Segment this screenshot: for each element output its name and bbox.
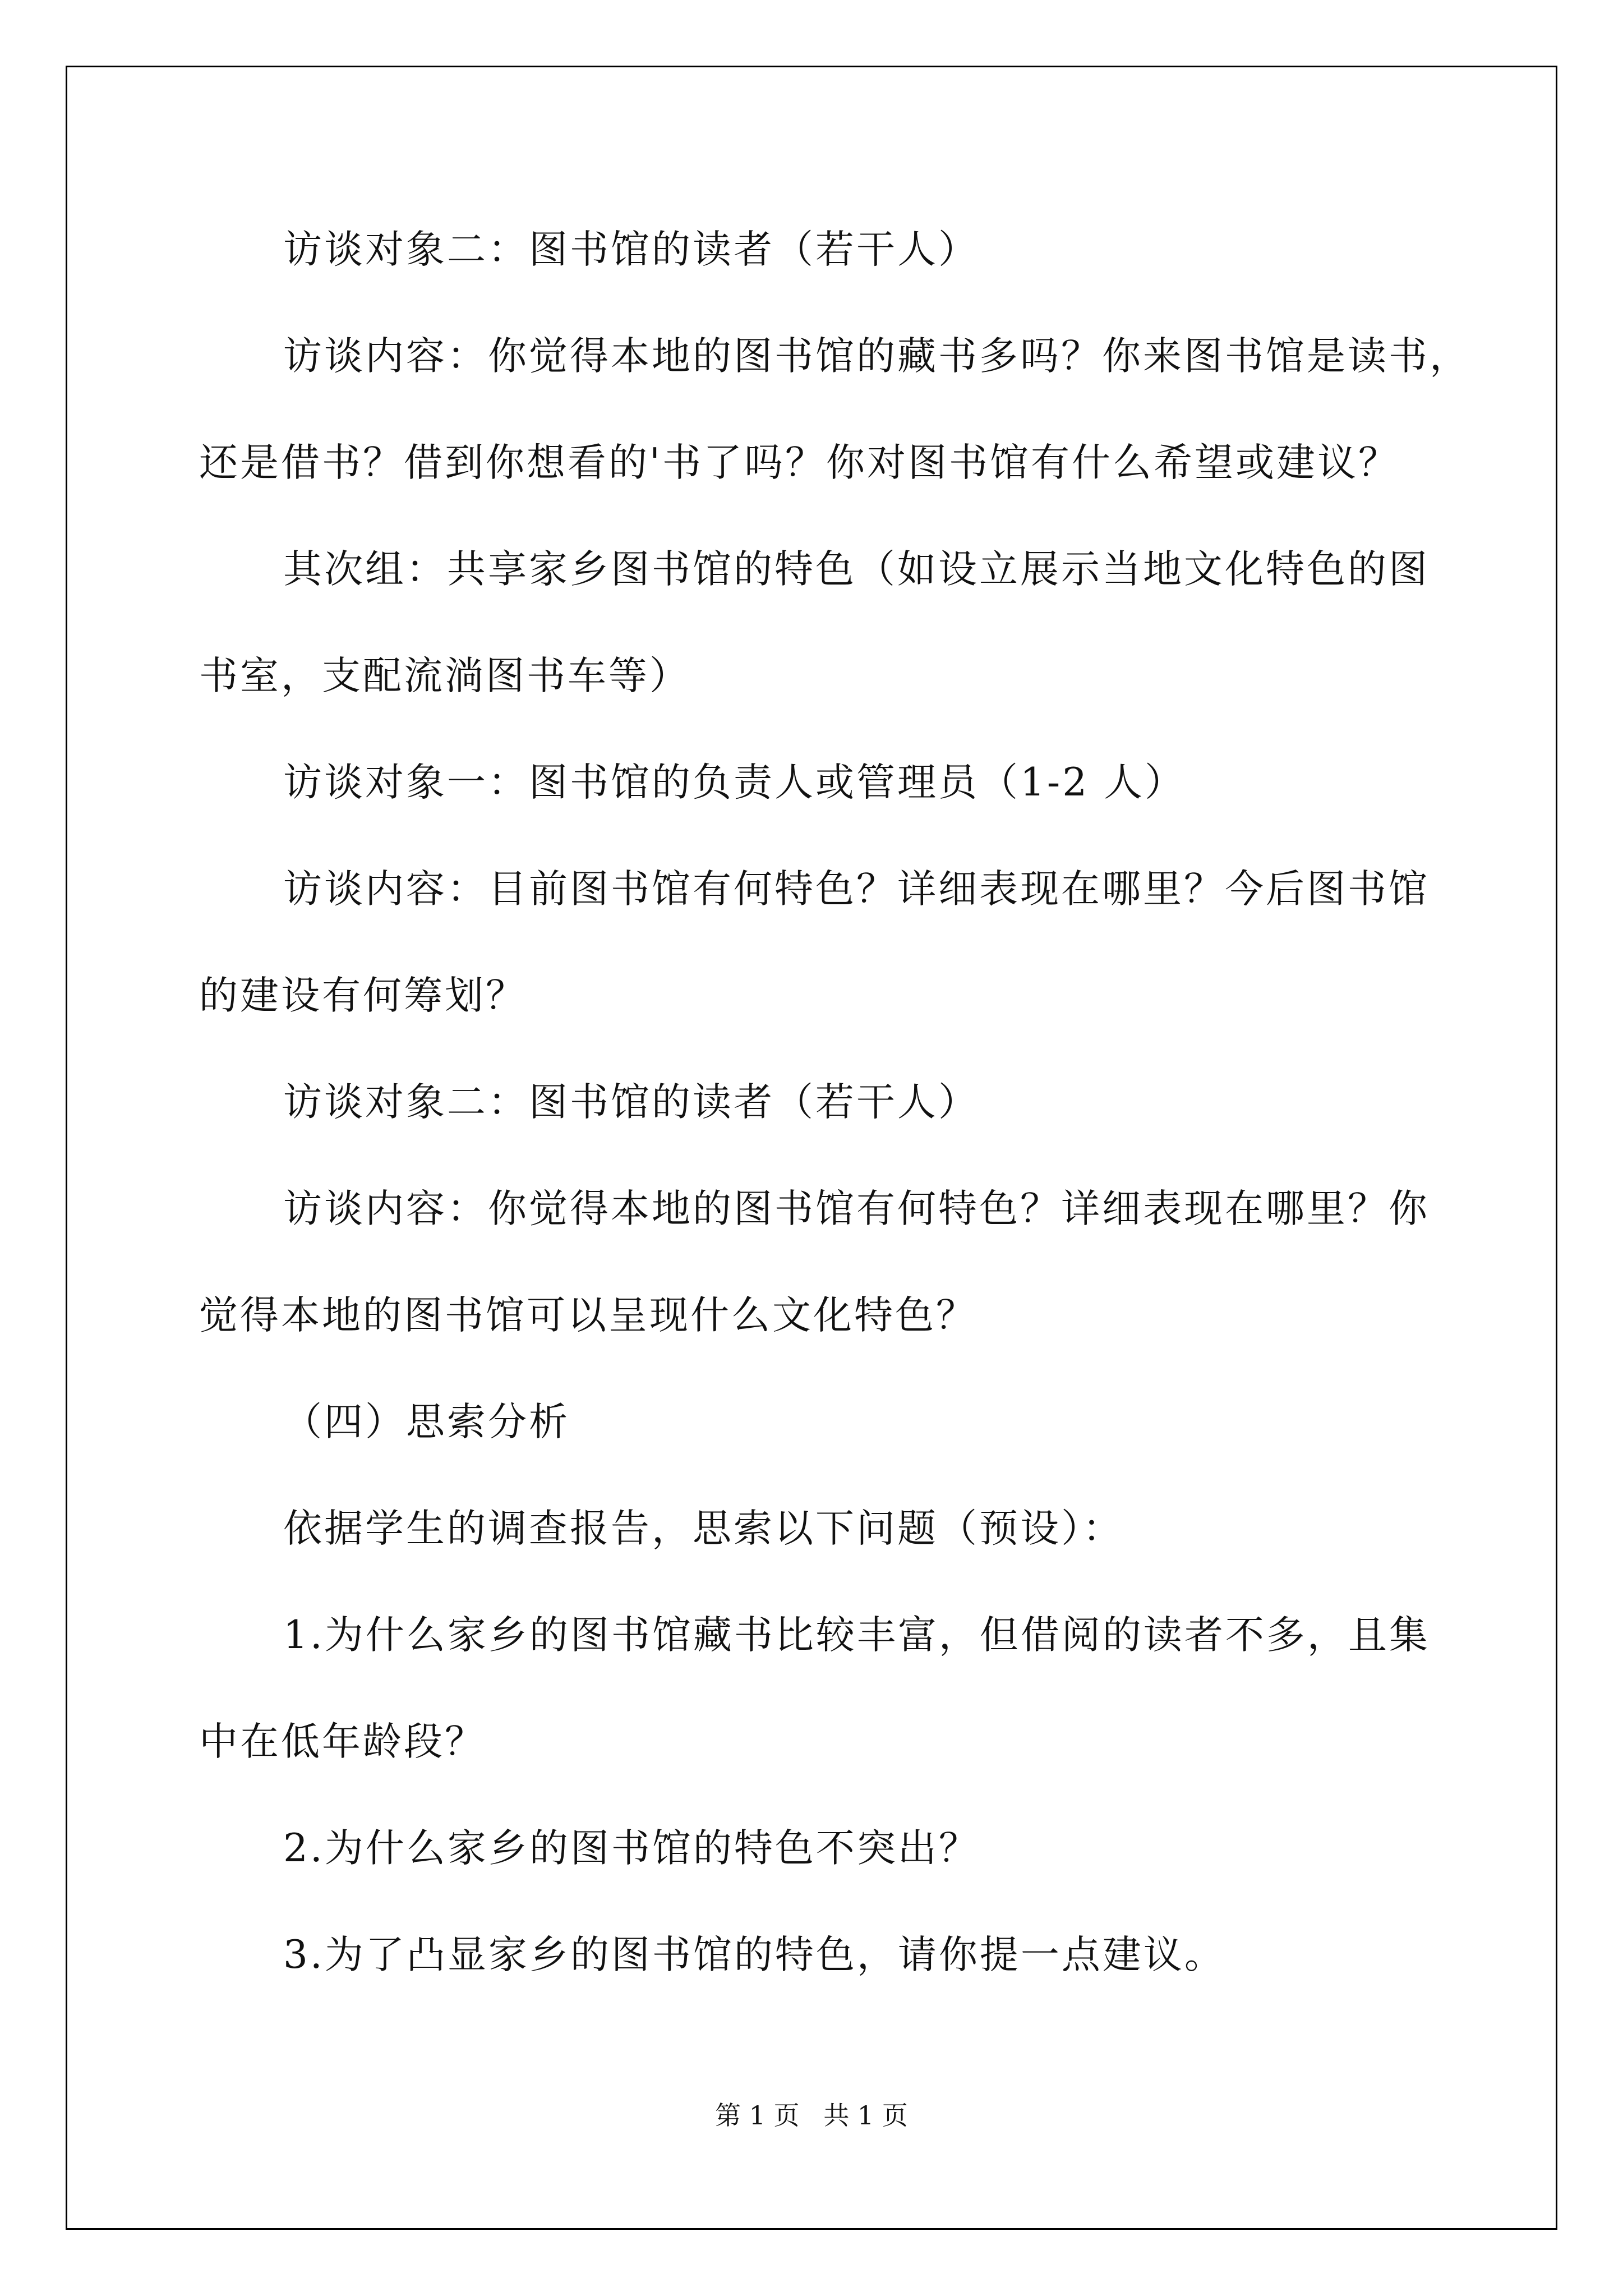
- paragraph-line: 依据学生的调查报告，思索以下问题（预设）：: [283, 1506, 1124, 1551]
- paragraph-line: 还是借书？借到你想看的'书了吗？你对图书馆有什么希望或建议？: [199, 440, 1399, 485]
- paragraph-line: 访谈内容：目前图书馆有何特色？详细表现在哪里？今后图书馆: [283, 867, 1430, 912]
- page-footer: [0, 2095, 1623, 2132]
- paragraph-line: 其次组：共享家乡图书馆的特色（如设立展示当地文化特色的图: [283, 547, 1430, 592]
- paragraph-line: 书室，支配流淌图书车等）: [199, 654, 690, 698]
- total-pages: 共 1 页: [823, 2100, 908, 2131]
- paragraph-line: 觉得本地的图书馆可以呈现什么文化特色？: [199, 1293, 977, 1338]
- page-number: 第 1 页: [715, 2100, 800, 2131]
- list-item-continuation: 中在低年龄段？: [199, 1719, 486, 1764]
- paragraph-line: 访谈内容：你觉得本地的图书馆有何特色？详细表现在哪里？你: [283, 1186, 1430, 1231]
- paragraph-line: 访谈内容：你觉得本地的图书馆的藏书多吗？你来图书馆是读书，: [283, 334, 1470, 379]
- paragraph-line: 访谈对象一：图书馆的负责人或管理员（1-2 人）: [283, 760, 1186, 805]
- list-item: 3.为了凸显家乡的图书馆的特色，请你提一点建议。: [283, 1932, 1225, 1977]
- paragraph-line: 的建设有何筹划？: [199, 973, 527, 1018]
- page-border: [66, 66, 1557, 2230]
- list-item: 2.为什么家乡的图书馆的特色不突出？: [283, 1826, 980, 1871]
- list-item: 1.为什么家乡的图书馆藏书比较丰富，但借阅的读者不多，且集: [283, 1613, 1430, 1658]
- paragraph-line: 访谈对象二：图书馆的读者（若干人）: [283, 1080, 979, 1125]
- paragraph-line: 访谈对象二：图书馆的读者（若干人）: [283, 227, 979, 272]
- section-heading: （四）思索分析: [283, 1400, 570, 1444]
